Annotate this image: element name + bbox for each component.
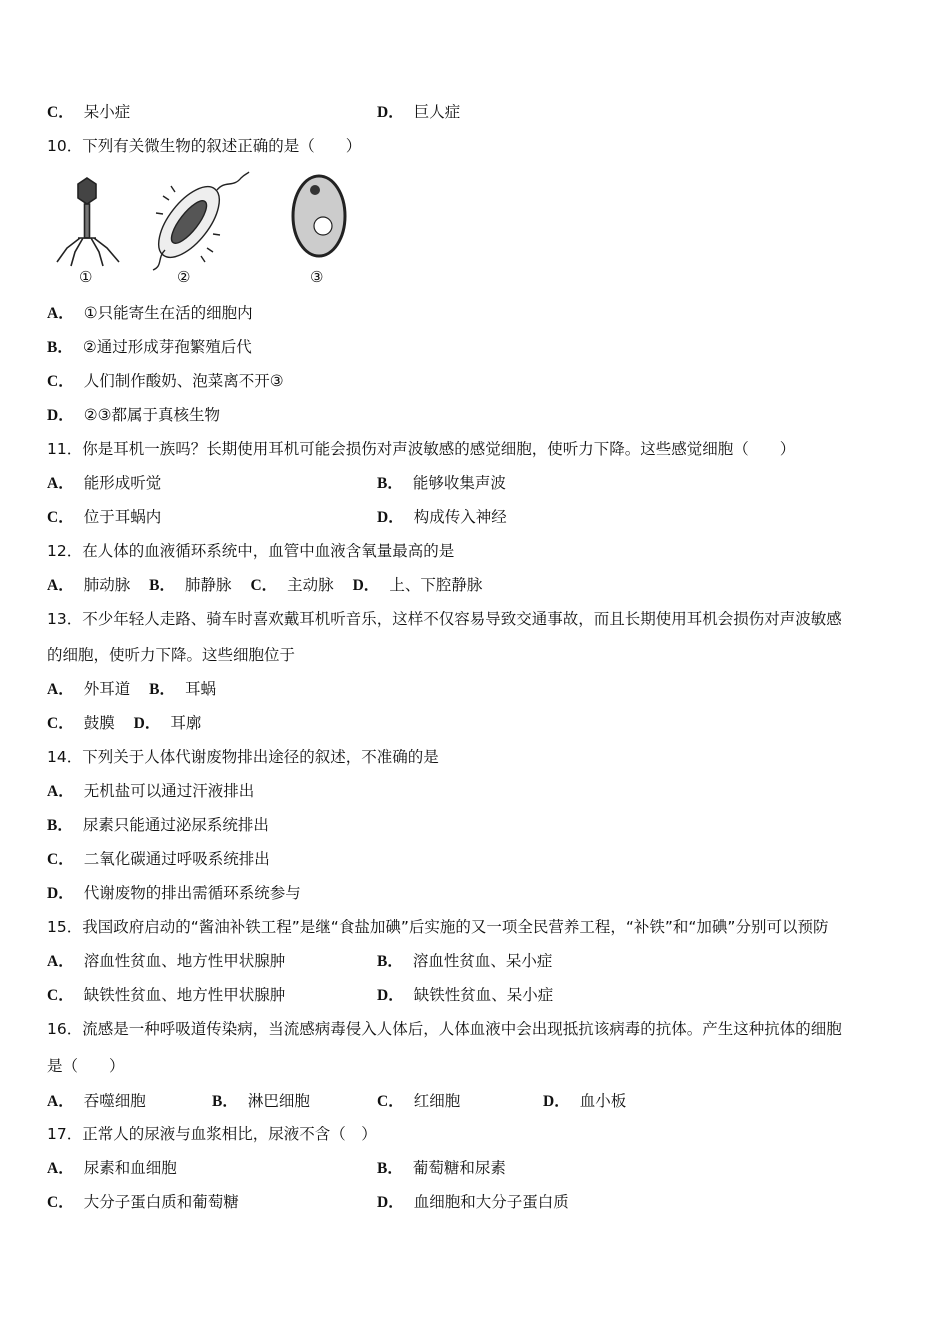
q16-option-c: C． 红细胞 [377, 1092, 461, 1110]
q16-option-b: B． 淋巴细胞 [212, 1092, 310, 1110]
microbe-figure [47, 170, 367, 290]
q17-option-c: C． 大分子蛋白质和葡萄糖 [47, 1193, 239, 1211]
q15-stem: 15．我国政府启动的“酱油补铁工程”是继“食盐加碘”后实施的又一项全民营养工程，“补铁”和“加碘”分别可以预防 [47, 918, 829, 936]
q10-option-d: D． ②③都属于真核生物 [47, 406, 220, 424]
q14-option-b: B． 尿素只能通过泌尿系统排出 [47, 816, 269, 834]
figure-label-3: ③ [310, 268, 324, 286]
q17-option-a: A． 尿素和血细胞 [47, 1159, 177, 1177]
q10-option-c: C． 人们制作酸奶、泡菜离不开③ [47, 372, 284, 390]
q15-option-d: D． 缺铁性贫血、呆小症 [377, 986, 554, 1004]
q13-stem-line2: 的细胞，使听力下降。这些细胞位于 [47, 646, 296, 664]
q16-stem-line2: 是（ ） [47, 1057, 125, 1075]
q12-stem: 12．在人体的血液循环系统中，血管中血液含氧量最高的是 [47, 542, 455, 560]
q16-option-d: D． 血小板 [543, 1092, 627, 1110]
q16-stem-line1: 16．流感是一种呼吸道传染病，当流感病毒侵入人体后，人体血液中会出现抵抗该病毒的抗体。产生这种抗体的细胞 [47, 1020, 842, 1038]
q13-options-row1: A． 外耳道 B． 耳蜗 [47, 680, 217, 698]
q17-option-d: D． 血细胞和大分子蛋白质 [377, 1193, 569, 1211]
q9-option-c: C． 呆小症 [47, 103, 131, 121]
q15-option-a: A． 溶血性贫血、地方性甲状腺肿 [47, 952, 286, 970]
figure-label-1: ① [79, 268, 93, 286]
q13-stem-line1: 13．不少年轻人走路、骑车时喜欢戴耳机听音乐，这样不仅容易导致交通事故，而且长期使用耳机会损伤对声波敏感 [47, 610, 842, 628]
q11-option-c: C． 位于耳蜗内 [47, 508, 162, 526]
q12-options: A． 肺动脉 B． 肺静脉 C． 主动脉 D． 上、下腔静脉 [47, 576, 483, 594]
q14-stem: 14．下列关于人体代谢废物排出途径的叙述，不准确的是 [47, 748, 439, 766]
figure-label-2: ② [177, 268, 191, 286]
q10-option-b: B． ②通过形成芽孢繁殖后代 [47, 338, 252, 356]
q17-option-b: B． 葡萄糖和尿素 [377, 1159, 506, 1177]
q14-option-d: D． 代谢废物的排出需循环系统参与 [47, 884, 301, 902]
q17-stem: 17．正常人的尿液与血浆相比，尿液不含（ ） [47, 1125, 377, 1143]
yeast-cell-drawing [293, 176, 345, 256]
q11-option-b: B． 能够收集声波 [377, 474, 506, 492]
q16-option-a: A． 吞噬细胞 [47, 1092, 146, 1110]
q10-stem: 10．下列有关微生物的叙述正确的是（ ） [47, 137, 362, 155]
q14-option-a: A． 无机盐可以通过汗液排出 [47, 782, 255, 800]
q9-option-d: D． 巨人症 [377, 103, 461, 121]
q14-option-c: C． 二氧化碳通过呼吸系统排出 [47, 850, 270, 868]
q15-option-c: C． 缺铁性贫血、地方性甲状腺肿 [47, 986, 286, 1004]
bacterium-drawing [147, 172, 249, 270]
q11-option-d: D． 构成传入神经 [377, 508, 507, 526]
bacteriophage-drawing [57, 178, 119, 266]
q15-option-b: B． 溶血性贫血、呆小症 [377, 952, 553, 970]
q11-option-a: A． 能形成听觉 [47, 474, 162, 492]
q13-options-row2: C． 鼓膜 D． 耳廓 [47, 714, 202, 732]
q10-option-a: A． ①只能寄生在活的细胞内 [47, 304, 253, 322]
q11-stem: 11．你是耳机一族吗？长期使用耳机可能会损伤对声波敏感的感觉细胞，使听力下降。这些感觉细胞（ ） [47, 440, 796, 458]
